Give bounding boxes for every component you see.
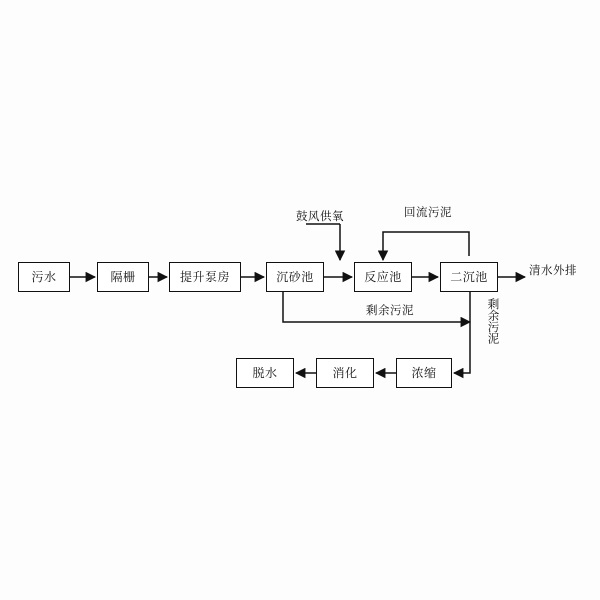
node-digestion[interactable] [316,358,374,388]
node-grate[interactable] [97,262,149,292]
label-blower-oxygen: 鼓风供氧 [296,209,344,223]
node-secondary-clarifier-label: 二沉池 [450,270,488,284]
node-pump-house[interactable] [169,262,241,292]
connector-return-sludge [383,232,469,260]
node-reaction-tank-label: 反应池 [364,270,402,284]
node-reaction-tank[interactable] [354,262,412,292]
node-grit-tank[interactable] [266,262,324,292]
node-dewatering-label: 脱水 [252,366,278,380]
node-sewage[interactable] [18,262,70,292]
node-pump-house-label: 提升泵房 [179,270,230,284]
label-excess-sludge: 剩余污泥 [366,303,414,317]
node-thickening[interactable] [396,358,452,388]
node-sewage-label: 污水 [31,270,57,284]
node-grit-tank-label: 沉砂池 [276,270,314,284]
label-excess-sludge-vertical: 剩余污泥 [486,298,501,344]
connector-clarifier-thickener [454,292,470,373]
node-digestion-label: 消化 [332,366,358,380]
node-grate-label: 隔栅 [110,270,136,284]
label-clear-water-discharge: 清水外排 [529,263,577,277]
node-thickening-label: 浓缩 [411,366,437,380]
label-return-sludge: 回流污泥 [404,205,452,219]
node-dewatering[interactable] [236,358,294,388]
node-secondary-clarifier[interactable] [440,262,498,292]
